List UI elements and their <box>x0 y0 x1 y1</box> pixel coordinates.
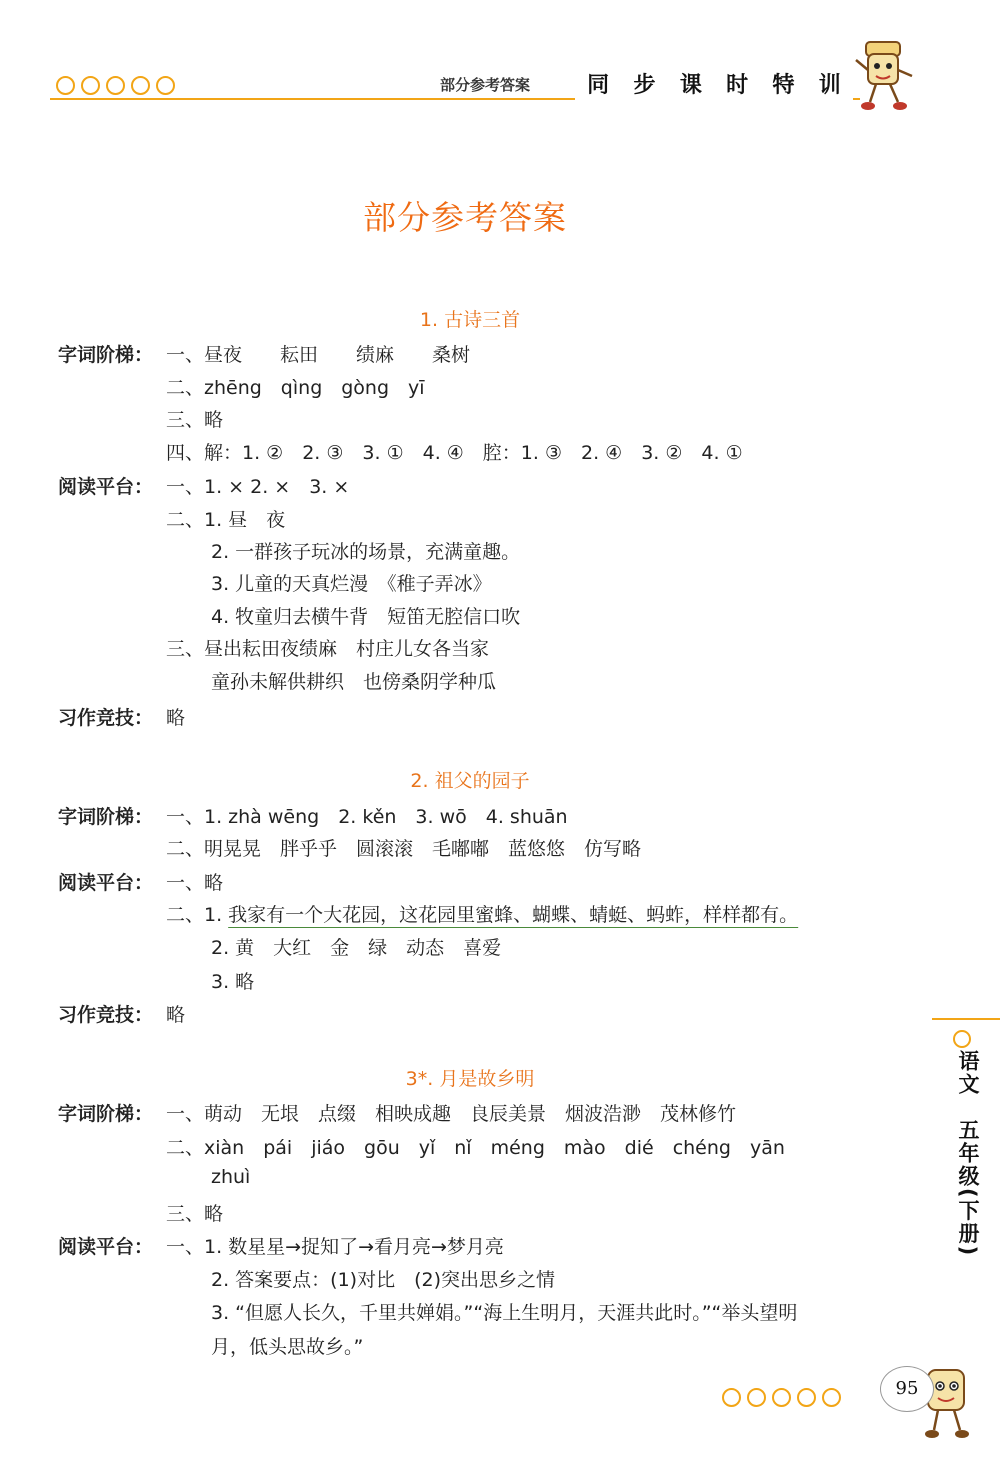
answer-line: 二、zhēng qìng gòng yī <box>166 377 425 399</box>
answer-line: 三、略 <box>166 1203 224 1225</box>
underlined-answer: 我家有一个大花园，这花园里蜜蜂、蝴蝶、蜻蜓、蚂蚱，样样都有。 <box>228 904 799 926</box>
answer-line: 三、昼出耘田夜绩麻 村庄儿女各当家 <box>166 638 490 660</box>
circle-icon <box>772 1388 791 1407</box>
answer-line: 一、1. 数星星→捉知了→看月亮→梦月亮 <box>166 1236 504 1258</box>
answer-line <box>166 900 798 927</box>
answer-line: 2. 一群孩子玩冰的场景，充满童趣。 <box>211 541 521 563</box>
circle-icon <box>106 76 125 95</box>
circle-icon <box>953 1030 971 1048</box>
answer-line: 3. 略 <box>211 971 255 993</box>
side-tab-label: 语文 五年级(下册) <box>956 1050 980 1258</box>
section-label: 阅读平台： <box>58 872 154 894</box>
section-label: 习作竞技： <box>58 707 154 729</box>
series-char: 同 <box>587 72 610 98</box>
answer-line: 2. 答案要点：(1)对比 (2)突出思乡之情 <box>211 1269 555 1291</box>
page-title: 部分参考答案 <box>363 198 567 237</box>
circle-icon <box>722 1388 741 1407</box>
page-number: 95 <box>880 1366 934 1412</box>
series-title <box>575 66 853 100</box>
section-label: 阅读平台： <box>58 476 154 498</box>
series-char: 步 <box>633 72 656 98</box>
answer-line: 一、萌动 无垠 点缀 相映成趣 良辰美景 烟波浩渺 茂林修竹 <box>166 1103 737 1125</box>
answer-line: 二、1. 昼 夜 <box>166 509 286 531</box>
answer-line: 一、1. zhà wēng 2. kěn 3. wō 4. shuān <box>166 806 568 828</box>
answer-line: 一、1. × 2. × 3. × <box>166 476 350 498</box>
answer-line: 4. 牧童归去横牛背 短笛无腔信口吹 <box>211 606 521 628</box>
answer-line: 2. 黄 大红 金 绿 动态 喜爱 <box>211 937 502 959</box>
answer-line: 童孙未解供耕织 也傍桑阴学种瓜 <box>211 671 497 693</box>
side-tab-rule <box>932 1018 1000 1020</box>
answer-line: 四、解：1. ② 2. ③ 3. ① 4. ④ 腔：1. ③ 2. ④ 3. ② 4. ① <box>166 442 743 464</box>
section-label: 阅读平台： <box>58 1236 154 1258</box>
answer-line: 一、昼夜 耘田 绩麻 桑树 <box>166 344 471 366</box>
circle-icon <box>747 1388 766 1407</box>
series-char: 课 <box>679 72 702 98</box>
lesson-title: 2. 祖父的园子 <box>410 770 530 792</box>
circle-icon <box>797 1388 816 1407</box>
circle-icon <box>156 76 175 95</box>
lesson-title: 3*. 月是故乡明 <box>405 1068 535 1090</box>
section-label: 习作竞技： <box>58 1004 154 1026</box>
answer-line: 略 <box>166 1004 186 1026</box>
answer-line: 三、略 <box>166 409 224 431</box>
series-char: 特 <box>772 72 795 98</box>
circle-icon <box>822 1388 841 1407</box>
answer-line: 二、xiàn pái jiáo gōu yǐ nǐ méng mào dié chéng yān <box>166 1137 785 1159</box>
answer-line: 3. “但愿人长久，千里共婵娟。”“海上生明月，天涯共此时。”“举头望明 <box>211 1302 798 1324</box>
mascot-icon <box>852 36 922 116</box>
answer-prefix: 二、1. <box>166 904 229 926</box>
circle-icon <box>56 76 75 95</box>
section-label: 字词阶梯： <box>58 806 154 828</box>
circle-icon <box>81 76 100 95</box>
lesson-title: 1. 古诗三首 <box>419 309 521 331</box>
answer-line: 略 <box>166 707 186 729</box>
answer-line: 月，低头思故乡。” <box>211 1336 364 1358</box>
answer-line: zhuì <box>211 1166 251 1188</box>
series-char: 时 <box>726 72 749 98</box>
header-circles <box>56 76 175 95</box>
section-label: 字词阶梯： <box>58 344 154 366</box>
answer-line: 一、略 <box>166 872 224 894</box>
circle-icon <box>131 76 150 95</box>
section-label: 字词阶梯： <box>58 1103 154 1125</box>
header-label: 部分参考答案 <box>440 76 531 94</box>
answer-line: 二、明晃晃 胖乎乎 圆滚滚 毛嘟嘟 蓝悠悠 仿写略 <box>166 838 642 860</box>
series-char: 训 <box>818 72 841 98</box>
answer-line: 3. 儿童的天真烂漫 《稚子弄冰》 <box>211 573 492 595</box>
footer-circles <box>722 1388 841 1407</box>
